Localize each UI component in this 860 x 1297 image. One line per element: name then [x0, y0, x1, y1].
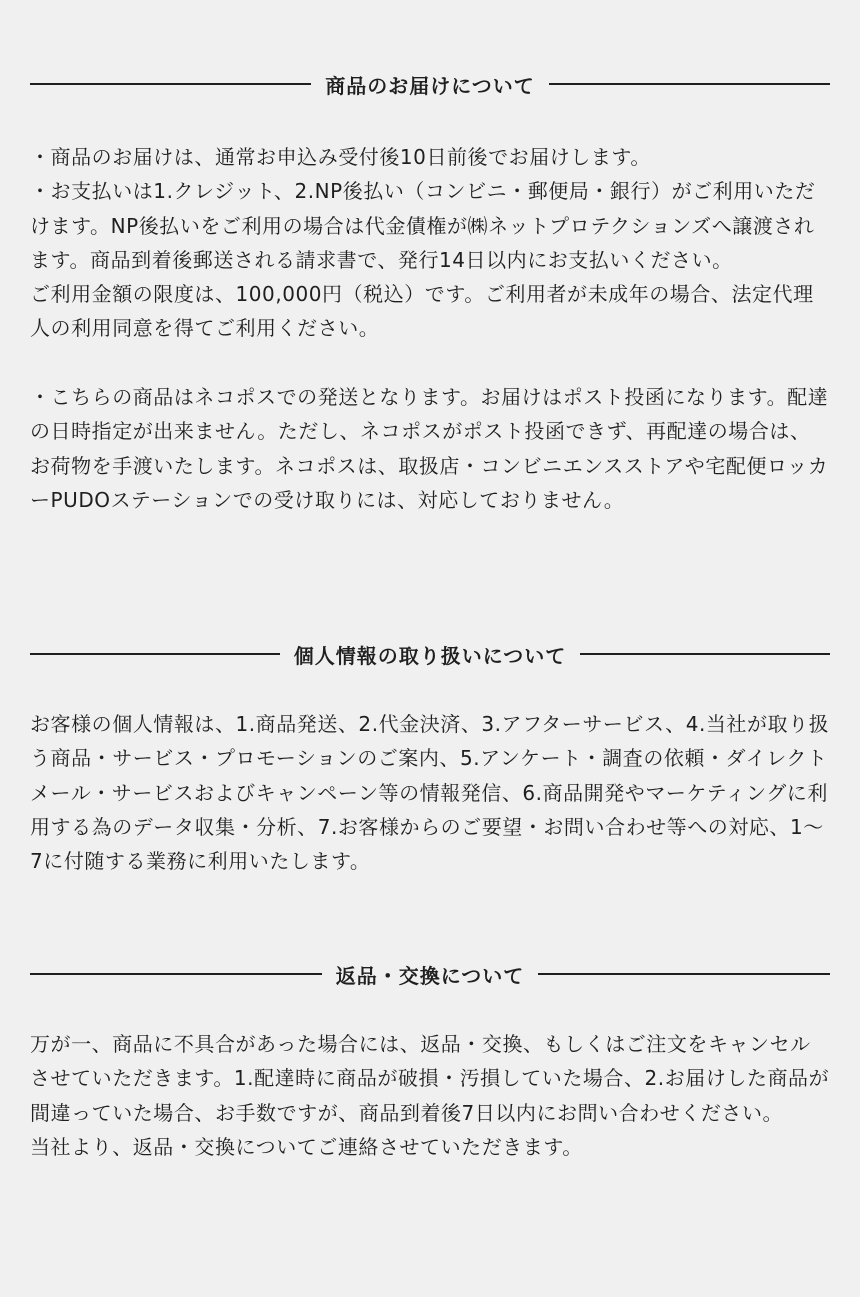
heading-rule-left — [30, 653, 280, 655]
returns-heading: 返品・交換について — [335, 963, 525, 988]
returns-paragraph-2: 当社より、返品・交換についてご連絡させていただきます。 — [30, 1134, 583, 1159]
heading-rule-right — [580, 653, 830, 655]
paragraph-gap — [30, 346, 830, 380]
returns-paragraph-1: 万が一、商品に不具合があった場合には、返品・交換、もしくはご注文をキャンセルさせていただきます。1.配達時に商品が破損・汚損していた場合、2.お届けした商品が間違っていた場合、お手数ですが、商品到着後7日以内にお問い合わせください。 — [30, 1032, 830, 1125]
privacy-paragraph-1: お客様の個人情報は、1.商品発送、2.代金決済、3.アフターサービス、4.当社が取り扱う商品・サービス・プロモーションのご案内、5.アンケート・調査の依頼・ダイレクトメール・サービスおよびキャンペーン等の情報発信、6.商品開発やマーケティングに利用する為のデータ収集・分析、7.お客様からのご要望・お問い合わせ等への対応、1～7に付随する業務に利用いたします。 — [30, 712, 830, 874]
delivery-paragraph-1: ・商品のお届けは、通常お申込み受付後10日前後でお届けします。 — [30, 145, 651, 169]
delivery-heading-row — [30, 67, 830, 101]
delivery-section — [30, 67, 830, 101]
delivery-body-text — [30, 140, 830, 517]
privacy-body-text — [30, 707, 830, 878]
privacy-heading: 個人情報の取り扱いについて — [293, 643, 567, 668]
returns-body-text — [30, 1027, 830, 1164]
heading-rule-right — [538, 973, 830, 975]
delivery-heading: 商品のお届けについて — [325, 73, 535, 98]
heading-rule-right — [549, 83, 830, 85]
privacy-section — [30, 637, 830, 671]
heading-rule-left — [30, 83, 311, 85]
delivery-paragraph-4: ・こちらの商品はネコポスでの発送となります。お届けはポスト投函になります。配達の日時指定が出来ません。ただし、ネコポスがポスト投函できず、再配達の場合は、お荷物を手渡いたします。ネコポスは、取扱店・コンビニエンスストアや宅配便ロッカーPUDOステーションでの受け取りには、対応しておりません。 — [30, 385, 829, 512]
returns-heading-row — [30, 957, 830, 991]
heading-rule-left — [30, 973, 322, 975]
delivery-paragraph-2: ・お支払いは1.クレジット、2.NP後払い（コンビニ・郵便局・銀行）がご利用いただけます。NP後払いをご利用の場合は代金債権が㈱ネットプロテクションズへ譲渡されます。商品到着後郵送される請求書で、発行14日以内にお支払いください。 — [30, 179, 816, 272]
privacy-heading-row — [30, 637, 830, 671]
returns-section — [30, 957, 830, 991]
delivery-paragraph-3: ご利用金額の限度は、100,000円（税込）です。ご利用者が未成年の場合、法定代理人の利用同意を得てご利用ください。 — [30, 282, 814, 341]
